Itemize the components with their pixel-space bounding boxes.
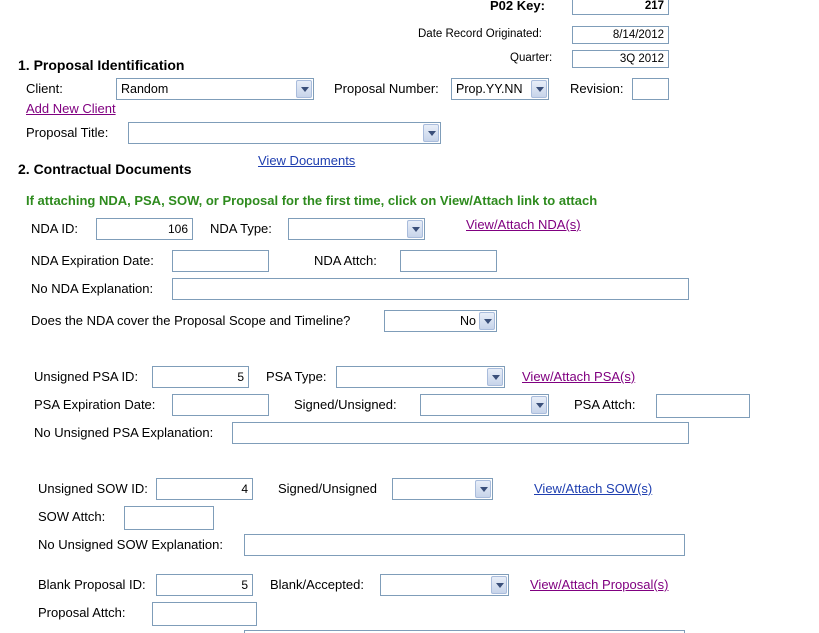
client-label: Client: (26, 81, 63, 96)
psa-type-label: PSA Type: (266, 369, 327, 384)
no-psa-explanation-field[interactable] (232, 422, 689, 444)
sow-attch-field[interactable] (124, 506, 214, 530)
view-attach-nda-link[interactable]: View/Attach NDA(s) (466, 217, 581, 232)
psa-type-combo[interactable] (336, 366, 505, 388)
psa-id-field[interactable]: 5 (152, 366, 249, 388)
client-combo[interactable] (116, 78, 314, 100)
chevron-down-icon[interactable] (407, 220, 423, 238)
section-contractual-documents-title: 2. Contractual Documents (18, 161, 192, 177)
sow-id-field[interactable]: 4 (156, 478, 253, 500)
proposal-title-combo[interactable] (128, 122, 441, 144)
chevron-down-icon[interactable] (491, 576, 507, 594)
section-proposal-identification-title: 1. Proposal Identification (18, 57, 185, 73)
sow-signed-label: Signed/Unsigned (278, 481, 378, 496)
chevron-down-icon[interactable] (531, 80, 547, 98)
quarter-field[interactable]: 3Q 2012 (572, 50, 669, 68)
psa-signed-label: Signed/Unsigned: (294, 397, 397, 412)
date-originated-label: Date Record Originated: (418, 28, 543, 40)
nda-attch-field[interactable] (400, 250, 497, 272)
proposal-title-label: Proposal Title: (26, 125, 109, 140)
no-sow-explanation-label: No Unsigned SOW Explanation: (38, 537, 223, 552)
chevron-down-icon[interactable] (531, 396, 547, 414)
nda-cover-question: Does the NDA cover the Proposal Scope and Timeline? (31, 313, 351, 328)
chevron-down-icon[interactable] (487, 368, 503, 386)
revision-field[interactable] (632, 78, 669, 100)
proposal-number-label: Proposal Number: (334, 81, 439, 96)
chevron-down-icon[interactable] (479, 312, 495, 330)
proposal-number-value: Prop.YY.NN (456, 82, 523, 96)
proposal-attch-label: Proposal Attch: (38, 605, 126, 620)
nda-attch-label: NDA Attch: (314, 253, 377, 268)
proposal-id-field[interactable]: 5 (156, 574, 253, 596)
nda-expiration-label: NDA Expiration Date: (31, 253, 154, 268)
psa-expiration-label: PSA Expiration Date: (34, 397, 156, 412)
p02-key-field[interactable]: 217 (572, 0, 669, 15)
nda-type-label: NDA Type: (210, 221, 272, 236)
proposal-id-label: Blank Proposal ID: (38, 577, 146, 592)
client-value: Random (121, 82, 169, 96)
chevron-down-icon[interactable] (423, 124, 439, 142)
view-attach-psa-link[interactable]: View/Attach PSA(s) (522, 369, 636, 384)
psa-id-label: Unsigned PSA ID: (34, 369, 139, 384)
nda-cover-value: No (460, 314, 476, 328)
sow-id-label: Unsigned SOW ID: (38, 481, 148, 496)
date-originated-field[interactable]: 8/14/2012 (572, 26, 669, 44)
proposal-accepted-label: Blank/Accepted: (270, 577, 364, 592)
no-psa-explanation-label: No Unsigned PSA Explanation: (34, 425, 214, 440)
psa-expiration-field[interactable] (172, 394, 269, 416)
quarter-label: Quarter: (510, 52, 553, 64)
psa-signed-combo[interactable] (420, 394, 549, 416)
proposal-accepted-combo[interactable] (380, 574, 509, 596)
nda-expiration-field[interactable] (172, 250, 269, 272)
revision-label: Revision: (570, 81, 624, 96)
psa-attch-label: PSA Attch: (574, 397, 636, 412)
proposal-attch-field[interactable] (152, 602, 257, 626)
p02-key-label: P02 Key: (490, 0, 545, 13)
no-nda-explanation-label: No NDA Explanation: (31, 281, 154, 296)
no-sow-explanation-field[interactable] (244, 534, 685, 556)
nda-cover-combo[interactable] (384, 310, 497, 332)
nda-id-label: NDA ID: (31, 221, 78, 236)
add-new-client-link[interactable]: Add New Client (26, 101, 116, 116)
no-nda-explanation-field[interactable] (172, 278, 689, 300)
nda-id-field[interactable]: 106 (96, 218, 193, 240)
psa-attch-field[interactable] (656, 394, 750, 418)
sow-attch-label: SOW Attch: (38, 509, 106, 524)
proposal-number-combo[interactable] (451, 78, 549, 100)
nda-type-combo[interactable] (288, 218, 425, 240)
chevron-down-icon[interactable] (296, 80, 312, 98)
sow-signed-combo[interactable] (392, 478, 493, 500)
view-attach-proposal-link[interactable]: View/Attach Proposal(s) (530, 577, 669, 592)
attach-instruction: If attaching NDA, PSA, SOW, or Proposal for the first time, click on View/Attach link to attach (26, 193, 598, 208)
view-documents-link[interactable]: View Documents (258, 153, 356, 168)
chevron-down-icon[interactable] (475, 480, 491, 498)
view-attach-sow-link[interactable]: View/Attach SOW(s) (534, 481, 653, 496)
